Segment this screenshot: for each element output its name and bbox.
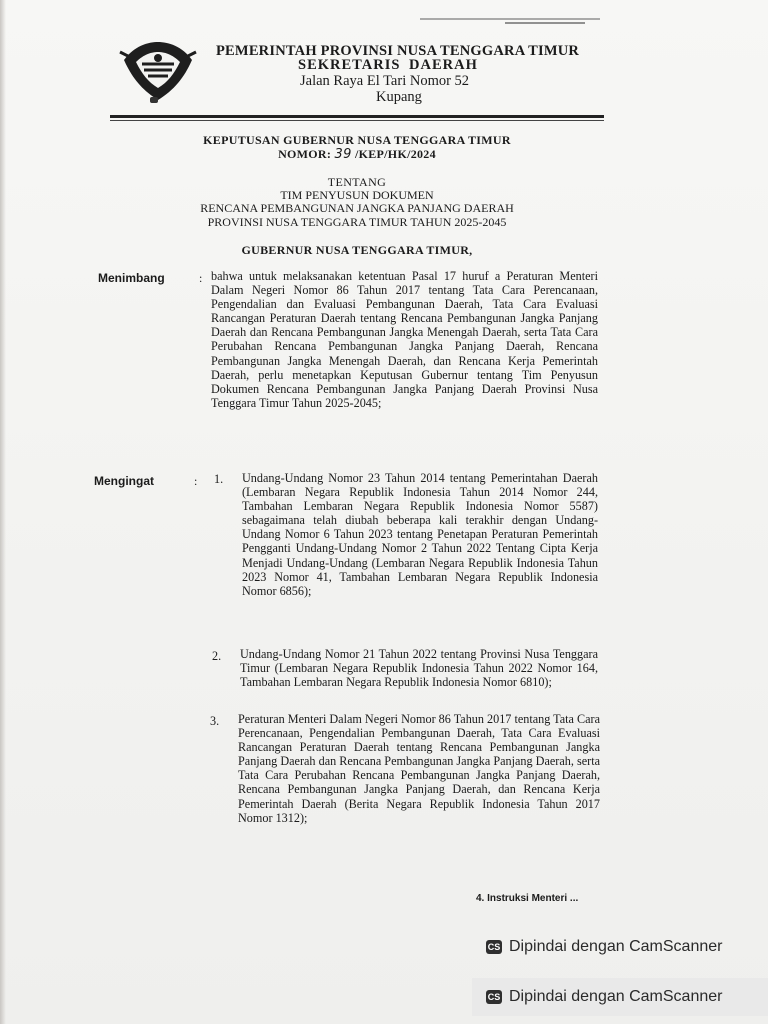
- mengingat-item-number: 2.: [212, 649, 222, 663]
- menimbang-label: Menimbang: [98, 271, 165, 285]
- decree-subject-line2: RENCANA PEMBANGUNAN JANGKA PANJANG DAERAH: [200, 201, 514, 215]
- letterhead-secretariat: SEKRETARIS DAERAH: [298, 57, 478, 73]
- mengingat-item-number: 3.: [210, 714, 220, 728]
- camscanner-banner-text: Dipindai dengan CamScanner: [509, 988, 723, 1005]
- scan-artifact-line: [505, 22, 585, 30]
- letterhead-rule: [110, 115, 604, 118]
- mengingat-item-text: Undang-Undang Nomor 23 Tahun 2014 tentang Pemerintahan Daerah (Lembaran Negara Republik Indonesia Tahun 2014 Nomor 244, Tambahan Lembaran Negara Republik Indonesia Nomor 5587) sebagaimana telah diubah beberapa kali terakhir dengan Undang-Undang Nomor 6 Tahun 2023 tentang Penetapan Peraturan Pemerintah Pengganti Undang-Undang Nomor 2 Tahun 2022 Tentang Cipta Kerja Menjadi Undang-Undang (Lembaran Negara Republik Indonesia Tahun 2023 Nomor 41, Tambahan Lembaran Negara Republik Indonesia Nomor 6856);: [242, 471, 598, 598]
- decree-title: KEPUTUSAN GUBERNUR NUSA TENGGARA TIMUR: [203, 133, 511, 147]
- decree-number-suffix: /KEP/HK/2024: [354, 147, 436, 161]
- menimbang-text: bahwa untuk melaksanakan ketentuan Pasal 17 huruf a Peraturan Menteri Dalam Negeri Nomor 86 Tahun 2017 tentang Tata Cara Perencanaan, Pengendalian dan Evaluasi Pembangunan Daerah, Tata Cara Evaluasi Rancangan Peraturan Daerah tentang Rencana Pembangunan Jangka Panjang Daerah dan Rencana Pembangunan Jangka Menengah Daerah, serta Tata Cara Perubahan Rencana Pembangunan Jangka Panjang Daerah, Rencana Pembangunan Jangka Menengah Daerah, dan Rencana Kerja Pemerintah Daerah, perlu menetapkan Keputusan Gubernur tentang Tim Penyusun Dokumen Rencana Pembangunan Jangka Panjang Daerah Provinsi Nusa Tenggara Timur Tahun 2025-2045;: [211, 269, 598, 410]
- camscanner-watermark: [486, 938, 722, 956]
- page-continuation-note: 4. Instruksi Menteri ...: [476, 893, 579, 904]
- camscanner-banner: [472, 978, 768, 1016]
- mengingat-item-text: Peraturan Menteri Dalam Negeri Nomor 86 Tahun 2017 tentang Tata Cara Perencanaan, Pengendalian Pembangunan Daerah, Tata Cara Evaluasi Rancangan Peraturan Daerah tentang Rencana Pembangunan Jangka Panjang Daerah dan Rencana Pembangunan Jangka Panjang Daerah, serta Tata Cara Perubahan Rencana Pembangunan Jangka Panjang Daerah, Rencana Pembangunan Jangka Panjang Daerah, dan Rencana Kerja Pemerintah Daerah (Berita Negara Republik Indonesia Tahun 2017 Nomor 1312);: [238, 712, 600, 825]
- letterhead-government: PEMERINTAH PROVINSI NUSA TENGGARA TIMUR: [216, 43, 580, 59]
- decree-number-prefix: NOMOR:: [278, 147, 332, 161]
- mengingat-item-text: Undang-Undang Nomor 21 Tahun 2022 tentang Provinsi Nusa Tenggara Timur (Lembaran Negara Republik Indonesia Tahun 2022 Nomor 164, Tambahan Lembaran Negara Republik Indonesia Nomor 6810);: [240, 647, 598, 690]
- mengingat-label: Mengingat: [94, 474, 154, 488]
- decree-subject-line3: PROVINSI NUSA TENGGARA TIMUR TAHUN 2025-2045: [207, 215, 507, 229]
- decree-number-handwritten: 39: [334, 147, 352, 162]
- camscanner-logo-icon: CS: [487, 992, 501, 1002]
- letterhead-city: Kupang: [376, 89, 422, 105]
- letterhead-address: Jalan Raya El Tari Nomor 52: [300, 73, 470, 89]
- mengingat-item-number: 1.: [214, 472, 224, 486]
- decree-subject-line1: TIM PENYUSUN DOKUMEN: [280, 188, 434, 202]
- mengingat-colon: :: [194, 474, 198, 488]
- camscanner-logo-icon: CS: [487, 942, 501, 952]
- page-edge-shadow: [0, 0, 6, 1024]
- letterhead-rule-thin: [110, 120, 604, 121]
- camscanner-watermark-text: Dipindai dengan CamScanner: [509, 938, 723, 955]
- province-emblem-icon: [118, 38, 198, 108]
- governor-heading: GUBERNUR NUSA TENGGARA TIMUR,: [241, 243, 473, 257]
- decree-tentang: TENTANG: [327, 175, 387, 189]
- menimbang-colon: :: [199, 271, 203, 285]
- decree-number: [110, 147, 604, 162]
- emblem-base-mark: [150, 97, 158, 103]
